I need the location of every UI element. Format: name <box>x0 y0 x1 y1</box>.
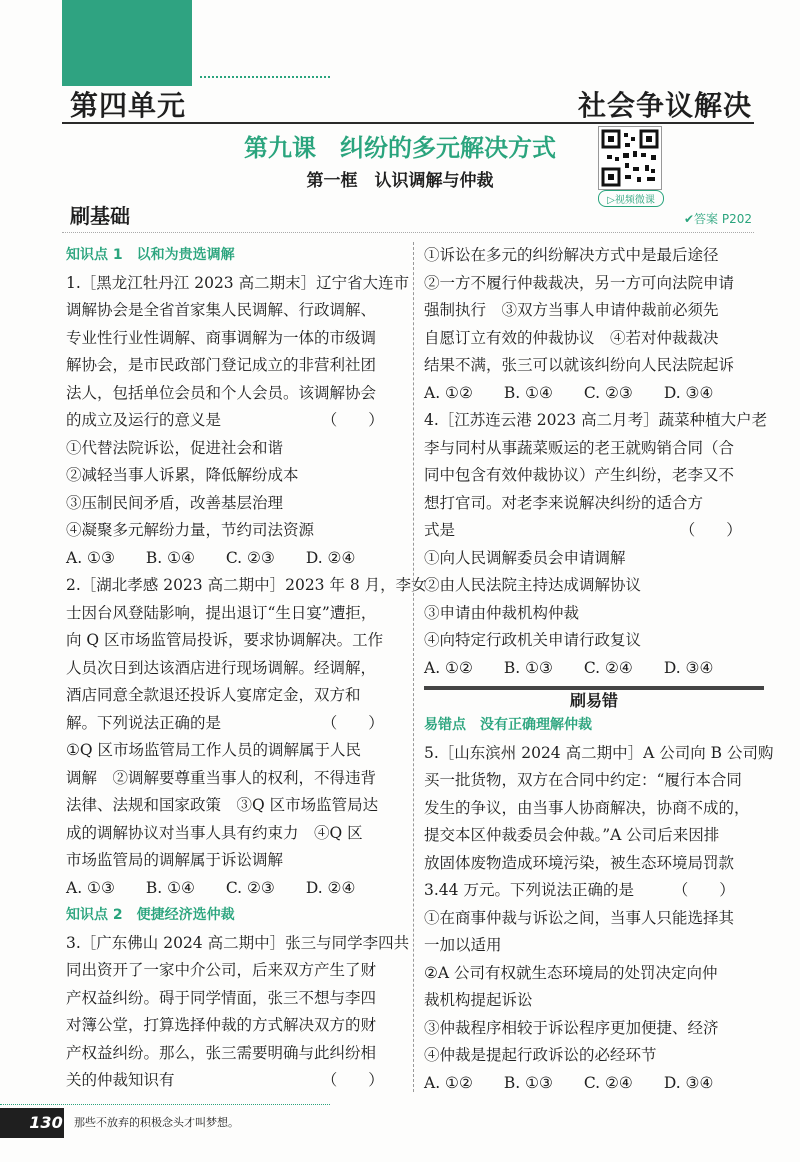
text-line: ③压制民间矛盾，改善基层治理 <box>66 493 284 512</box>
text-line: A. ①② B. ①③ C. ②④ D. ③④ <box>424 1073 714 1092</box>
text-line: 人员次日到达该酒店进行现场调解。经调解， <box>66 658 377 677</box>
text-line: ③申请由仲裁机构仲裁 <box>424 603 580 622</box>
text-line: ①代替法院诉讼，促进社会和谐 <box>66 438 284 457</box>
left-column <box>66 242 427 1095</box>
text-line: 向 Q 区市场监管局投诉，要求协调解决。工作 <box>66 631 384 649</box>
text-line: ②减轻当事人诉累，降低解纷成本 <box>66 466 299 484</box>
text-line: ④凝聚多元解纷力量，节约司法资源 <box>66 521 315 539</box>
text-line: ①诉讼在多元的纠纷解决方式中是最后途径 <box>424 246 719 264</box>
question-stem: 4.［江苏连云港 2023 高二月考］蔬菜种植大户老 <box>424 411 768 429</box>
text-line: 成的调解协议对当事人具有约束力 ④Q 区 <box>66 823 363 842</box>
text-line: ④仲裁是提起行政诉讼的必经环节 <box>424 1046 657 1064</box>
section-band-title: 刷易错 <box>424 686 764 712</box>
unit-label: 第四单元 <box>70 89 187 122</box>
text-line: ③仲裁程序相较于诉讼程序更加便捷、经济 <box>424 1018 719 1037</box>
text-line: A. ①② B. ①④ C. ②③ D. ③④ <box>424 383 714 402</box>
text-line: 强制执行 ③双方当事人申请仲裁前必须先 <box>424 301 719 319</box>
footer-motto: 那些不放弃的积极念头才叫梦想。 <box>74 1116 239 1129</box>
text-line: 专业性行业性调解、商事调解为一体的市级调 <box>66 328 377 347</box>
video-lesson-text: 视频微课 <box>614 195 655 206</box>
text-line: 法律、法规和国家政策 ③Q 区市场监管局达 <box>66 796 379 814</box>
text-line: A. ①③ B. ①④ C. ②③ D. ②④ <box>66 878 356 897</box>
page-number: 130 <box>29 1113 63 1132</box>
text-line: ①Q 区市场监管局工作人员的调解属于人民 <box>66 741 362 759</box>
knowledge-point-heading: 知识点 1 以和为贵选调解 <box>66 247 235 263</box>
text-line: ④向特定行政机关申请行政复议 <box>424 631 642 649</box>
section-divider <box>62 232 754 233</box>
text-line: 放固体废物造成环境污染，被生态环境局罚款 <box>424 853 735 872</box>
text-line: 想打官司。对老李来说解决纠纷的适合方 <box>424 493 704 512</box>
lesson-title: 第九课 纠纷的多元解决方式 <box>244 134 556 162</box>
question-stem: 3.［广东佛山 2024 高二期中］张三与同学李四共 <box>66 933 410 952</box>
knowledge-point-heading: 易错点 没有正确理解仲裁 <box>424 717 592 733</box>
text-line: ②由人民法院主持达成调解协议 <box>424 576 642 594</box>
question-stem: 2.［湖北孝感 2023 高二期中］2023 年 8 月，李女 <box>66 576 427 594</box>
qr-code-icon[interactable] <box>598 126 662 190</box>
text-line: 士因台风登陆影响，提出退订“生日宴”遭拒， <box>66 603 377 622</box>
text-line: ②一方不履行仲裁裁决，另一方可向法院申请 <box>424 273 735 292</box>
column-divider <box>413 242 414 1092</box>
header-color-block <box>62 0 192 86</box>
text-line: 调解 ②调解要尊重当事人的权利，不得违背 <box>66 768 377 787</box>
header-dotted-rule <box>200 76 330 78</box>
text-line: A. ①③ B. ①④ C. ②③ D. ②④ <box>66 548 356 567</box>
text-line: 裁机构提起诉讼 <box>424 991 533 1009</box>
text-line: 解。下列说法正确的是 （ ） <box>66 713 384 732</box>
text-line: 产权益纠纷。碍于同学情面，张三不想与李四 <box>66 988 377 1007</box>
text-line: ①向人民调解委员会申请调解 <box>424 548 626 567</box>
unit-title: 社会争议解决 <box>577 89 752 122</box>
text-line: 同中包含有效仲裁协议）产生纠纷，老李又不 <box>424 466 735 484</box>
text-line: 一加以适用 <box>424 936 502 954</box>
knowledge-point-heading: 知识点 2 便捷经济选仲裁 <box>66 907 235 923</box>
text-line: 结果不满，张三可以就该纠纷向人民法院起诉 <box>424 356 735 374</box>
text-line: 李与同村从事蔬菜贩运的老王就购销合同（合 <box>424 438 735 457</box>
text-line: ①在商事仲裁与诉讼之间，当事人只能选择其 <box>424 908 735 927</box>
text-line: 市场监管局的调解属于诉讼调解 <box>66 851 284 869</box>
text-line: 自愿订立有效的仲裁协议 ④若对仲裁裁决 <box>424 328 719 347</box>
text-line: 买一批货物，双方在合同中约定：“履行本合同 <box>424 771 742 789</box>
text-line: 的成立及运行的意义是 （ ） <box>66 411 384 429</box>
text-line: ②A 公司有权就生态环境局的处罚决定向仲 <box>424 963 718 982</box>
text-line: A. ①② B. ①③ C. ②④ D. ③④ <box>424 658 714 677</box>
video-lesson-label[interactable]: ▷视频微课 <box>598 190 664 207</box>
text-line: 同出资开了一家中介公司，后来双方产生了财 <box>66 961 377 979</box>
text-line: 解协会，是市民政部门登记成立的非营利社团 <box>66 356 377 374</box>
text-line: 酒店同意全款退还投诉人宴席定金，双方和 <box>66 686 361 704</box>
frame-title: 第一框 认识调解与仲裁 <box>306 171 494 191</box>
text-line: 3.44 万元。下列说法正确的是 （ ） <box>424 881 735 899</box>
text-line: 关的仲裁知识有 （ ） <box>66 1071 384 1089</box>
text-line: 提交本区仲裁委员会仲裁。”A 公司后来因排 <box>424 826 720 844</box>
question-stem: 1.［黑龙江牡丹江 2023 高二期末］辽宁省大连市 <box>66 273 410 292</box>
text-line: 式是 （ ） <box>424 521 742 539</box>
right-column <box>424 242 774 1097</box>
text-line: 对簿公堂，打算选择仲裁的方式解决双方的财 <box>66 1016 377 1034</box>
section-label: 刷基础 <box>70 204 130 228</box>
answer-reference: ✔答案 P202 <box>684 212 753 226</box>
text-line: 调解协会是全省首家集人民调解、行政调解、 <box>66 301 377 319</box>
unit-divider <box>62 122 754 124</box>
text-line: 产权益纠纷。那么，张三需要明确与此纠纷相 <box>66 1043 377 1062</box>
footer-dotted-rule <box>0 1104 330 1105</box>
text-line: 法人，包括单位会员和个人会员。该调解协会 <box>66 383 377 402</box>
question-stem: 5.［山东滨州 2024 高二期中］A 公司向 B 公司购 <box>424 743 774 762</box>
text-line: 发生的争议，由当事人协商解决，协商不成的， <box>424 798 750 817</box>
